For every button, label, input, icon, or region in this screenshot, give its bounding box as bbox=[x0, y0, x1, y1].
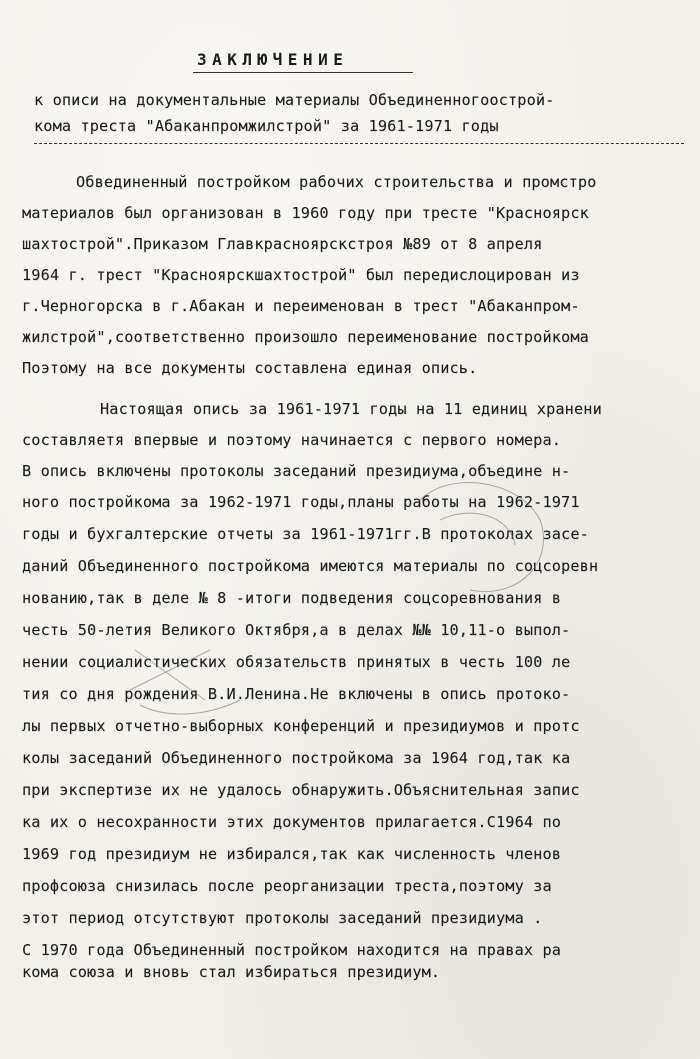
body-line: Обвединенный постройком рабочих строительства и промстро bbox=[76, 173, 597, 191]
body-line: честь 50-летия Великого Октября,а в делах №№ 10,11-о выпол- bbox=[22, 621, 571, 639]
body-line: даний Объединенного постройкома имеются материалы по соцсоревн bbox=[22, 557, 599, 575]
body-line: шахтострой".Приказом Главкрасноярскстроя №89 от 8 апреля bbox=[22, 235, 543, 253]
body-line: В опись включены протоколы заседаний президиума,объедине н- bbox=[22, 462, 571, 480]
document-title: ЗАКЛЮЧЕНИЕ bbox=[197, 50, 349, 69]
body-line: этот период отсутствуют протоколы заседаний президиума . bbox=[22, 909, 543, 927]
subtitle-line-1: к описи на документальные материалы Объединенногоострой- bbox=[34, 91, 555, 109]
body-line: тия со дня рождения В.И.Ленина.Не включены в опись протоко- bbox=[22, 685, 571, 703]
body-line: при экспертизе их не удалось обнаружить.Объяснительная запис bbox=[22, 781, 580, 799]
body-line: составляетя впервые и поэтому начинается с первого номера. bbox=[22, 431, 562, 449]
body-line: 1969 год президиум не избирался,так как численность членов bbox=[22, 845, 562, 863]
body-line: С 1970 года Объединенный постройком находится на правах ра bbox=[22, 941, 562, 959]
title-underline bbox=[193, 72, 413, 73]
body-line: материалов был организован в 1960 году при тресте "Красноярск bbox=[22, 204, 589, 222]
subtitle-underline bbox=[34, 143, 684, 144]
body-line: нении социалистических обязательств принятых в честь 100 ле bbox=[22, 653, 571, 671]
subtitle-line-2: кома треста "Абаканпромжилстрой" за 1961-1971 годы bbox=[34, 117, 499, 135]
body-line: г.Черногорска в г.Абакан и переименован в трест "Абаканпром- bbox=[22, 297, 580, 315]
body-line: 1964 г. трест "Красноярскшахтострой" был передислоцирован из bbox=[22, 266, 580, 284]
body-line: нованию,так в деле № 8 -итоги подведения соцсоревнования в bbox=[22, 589, 562, 607]
body-line: ного постройкома за 1962-1971 годы,планы работы на 1962-1971 bbox=[22, 493, 580, 511]
body-line: ка их о несохранности этих документов прилагается.С1964 по bbox=[22, 813, 562, 831]
body-line: Поэтому на все документы составлена единая опись. bbox=[22, 359, 478, 377]
body-line: лы первых отчетно-выборных конференций и президиумов и протс bbox=[22, 717, 580, 735]
body-line: годы и бухгалтерские отчеты за 1961-1971гг.В протоколах засе- bbox=[22, 525, 589, 543]
body-line: Настоящая опись за 1961-1971 годы на 11 единиц хранени bbox=[100, 400, 602, 418]
body-line: кома союза и вновь стал избираться президиум. bbox=[22, 963, 441, 981]
body-line: профсоюза снизилась после реорганизации треста,поэтому за bbox=[22, 877, 552, 895]
body-line: колы заседаний Объединенного постройкома за 1964 год,так ка bbox=[22, 749, 571, 767]
body-line: жилстрой",соответственно произошло переименование постройкома bbox=[22, 328, 589, 346]
